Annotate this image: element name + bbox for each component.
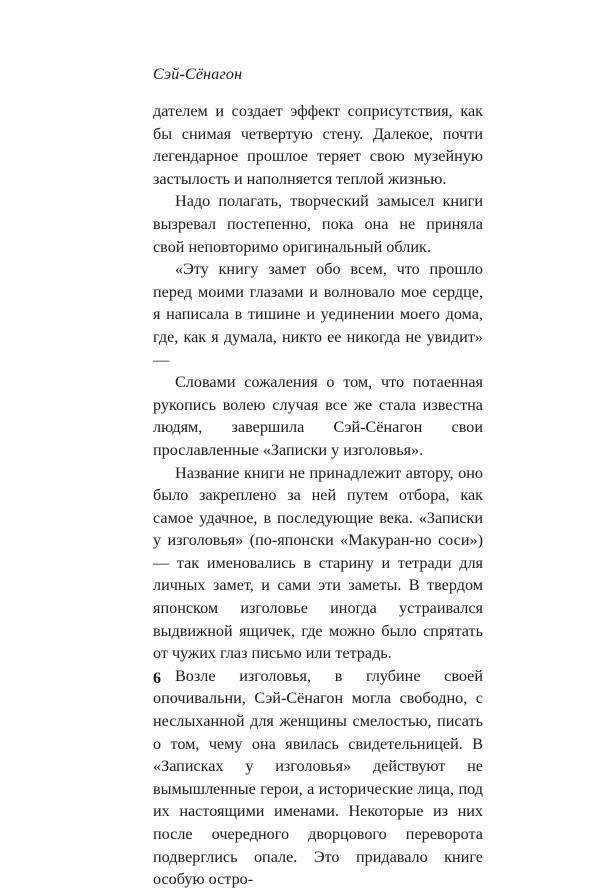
page-number: 6 <box>153 670 161 687</box>
paragraph-5: Название книги не принадлежит автору, оно было закреплено за ней путем отбора, как самое удачное, в последующие века. «Записки у изголовья» (по-японски «Макуран-но соси») — так именовались в старину и тетради для личных замет, и сами эти заметы. В твердом японском изголовье иногда устраивался выдвижной ящичек, где можно было спрятать от чужих глаз письмо или тетрадь. <box>153 463 483 663</box>
body-text <box>153 100 483 891</box>
paragraph-2: Надо полагать, творческий замысел книги вызревал постепенно, пока она не приняла свой неповторимо оригинальный облик. <box>153 192 483 256</box>
paragraph-6: Возле изголовья, в глубине своей опочивальни, Сэй-Сёнагон могла свободно, с неслыханной для женщины смелостью, писать о том, чему она явилась свидетельницей. В «Записках у изголовья» действуют не вымышленные герои, а исторические лица, под их настоящими именами. Некоторые из них после очередного дворцового переворота подверглись опале. Это придавало книге особую остро- <box>153 666 483 889</box>
paragraph-4: Словами сожаления о том, что потаенная рукопись волею случая все же стала известна людям, завершила Сэй-Сёнагон свои прославленные «Записки у изголовья». <box>153 373 483 459</box>
running-head: Сэй-Сёнагон <box>153 66 243 83</box>
paragraph-1: дателем и создает эффект соприсутствия, как бы снимая четвертую стену. Далекое, почти легендарное прошлое теряет свою музейную застылость и наполняется теплой жизнью. <box>153 102 483 188</box>
paragraph-3: «Эту книгу замет обо всем, что прошло перед моими глазами и волновало мое сердце, я написала в тишине и уединении моего дома, где, как я думала, никто ее никогда не увидит» — <box>153 260 483 369</box>
